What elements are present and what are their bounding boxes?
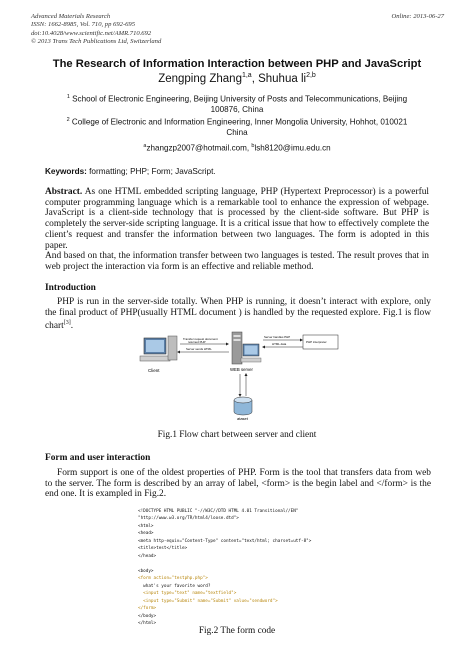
web-server-icon [232, 332, 261, 364]
code-line: </form> [138, 606, 157, 611]
aff1-line2: 100876, China [210, 105, 264, 115]
aff2-sup: 2 [66, 117, 70, 123]
online-date: Online: 2013-06-27 [391, 13, 444, 20]
code-line: <!DOCTYPE HTML PUBLIC "-//W3C//DTD HTML 4.01 Transitional//EN" [138, 508, 299, 514]
arrow-label-sends: Server sends HTML [186, 347, 212, 351]
client-label: Client [148, 368, 160, 373]
code-line: <input type="Submit" name="Submit" value="sendword"> [138, 598, 278, 604]
email-a[interactable]: zhangzp2007@hotmail.com, [146, 143, 252, 153]
intro-line: chart [45, 321, 64, 332]
author-2-sup: 2,b [306, 72, 316, 79]
arrow-label-html: HTML data [272, 342, 287, 346]
abstract-line: web project the interaction via form is an effective and reliable method. [45, 261, 314, 272]
code-line: <input type="text" name="textfield"> [138, 591, 237, 596]
keywords [45, 167, 216, 176]
affiliation-2 [30, 115, 444, 139]
arrow-label-returned: returned PHP [188, 340, 206, 344]
figure-1-caption: Fig.1 Flow chart between server and client [157, 430, 317, 440]
form-line: to the server. The form is described by an array of label, <form> is the begin label and </form> is the [45, 478, 431, 489]
author-1-sup: 1,a [241, 72, 252, 79]
abstract-line: As one HTML embedded scripting language, PHP (Hypertext Preprocessor) is a powerful [82, 187, 429, 197]
intro-paragraph [45, 297, 431, 332]
code-line: <head> [138, 531, 154, 536]
affiliation-1 [30, 92, 444, 116]
abstract-line: client’s request and transfer the information between two languages. The form is adopted in this paper. [45, 229, 429, 251]
section-heading-introduction: Introduction [45, 283, 96, 293]
citation-ref[interactable]: [3] [63, 320, 71, 327]
code-line: what's your favorite word? [138, 583, 211, 589]
server-label: WEB server [230, 367, 253, 372]
abstract-line: computer programming language which is a remarkable tool to enhance the expression of webpage. [45, 197, 429, 208]
abstract [45, 187, 429, 273]
code-line: <meta http-equiv="Content-Type" content="text/html; charset=utf-8"> [138, 538, 312, 544]
code-line: "http://www.w3.org/TR/html4/loose.dtd"> [138, 516, 239, 521]
aff2-line2: China [226, 128, 248, 138]
author-1: Zengping Zhang [158, 72, 242, 85]
doi-line: doi:10.4028/www.scientific.net/AMR.710.692 [31, 29, 152, 37]
code-line: </head> [138, 553, 157, 559]
arrow-label-handles: Server handles PHP [264, 335, 291, 339]
aff1-line1: School of Electronic Engineering, Beijing University of Posts and Telecommunications, Beijing [72, 94, 408, 104]
form-line: Form support is one of the oldest properties of PHP. Form is the tool that transfers data from web [57, 468, 431, 478]
client-computer-icon [140, 336, 177, 361]
keywords-label: Keywords: [45, 167, 87, 176]
form-code-block [138, 500, 338, 635]
issn-line: ISSN: 1662-8985, Vol. 710, pp 692-695 [31, 21, 136, 29]
code-line: </body> [138, 613, 157, 619]
intro-line-end: . [70, 321, 74, 332]
form-paragraph [45, 468, 431, 500]
arrow-label-request: Transfer request document [183, 337, 218, 341]
running-header [31, 13, 161, 46]
code-line: <html> [138, 523, 154, 529]
code-line: <title>test</title> [138, 546, 188, 551]
code-line: <body> [138, 568, 154, 574]
keywords-text: formatting; PHP; Form; JavaScript. [86, 167, 216, 176]
figure-2-caption: Fig.2 The form code [198, 626, 276, 636]
flow-chart-figure [130, 330, 340, 422]
dataset-label: ataset [237, 416, 248, 421]
email-line [30, 141, 444, 154]
database-icon [234, 397, 252, 415]
abstract-label: Abstract. [45, 187, 83, 197]
form-line: end one. It is exampled in Fig.2. [45, 489, 167, 500]
abstract-line: completely the server-side scripting language. It is a critical issue that how to effectively complete the [45, 219, 429, 230]
journal-name: Advanced Materials Research [31, 13, 111, 20]
code-line: <form action="testphp.php"> [138, 576, 208, 581]
abstract-line: And based on that, the information transfer between two languages is tested. The result proves that in [45, 251, 429, 262]
author-line [0, 72, 474, 85]
intro-line: PHP is run in the server-side totally. When PHP is running, it doesn’t interact with explore, only [57, 297, 431, 307]
php-interpreter-label: PHP interpreter [306, 340, 327, 344]
code-line [138, 560, 338, 568]
email-b[interactable]: lsh8120@imu.edu.cn [254, 143, 331, 153]
copyright-line: © 2013 Trans Tech Publications Ltd, Switzerland [31, 37, 162, 45]
paper-title: The Research of Information Interaction between PHP and JavaScript [52, 58, 422, 70]
code-line: </html> [138, 621, 157, 626]
email-a-sup: a [143, 143, 147, 149]
abstract-line: JavaScript is a client-side technology that is processed by the client-side software. But PHP is [45, 208, 429, 219]
section-heading-form: Form and user interaction [45, 453, 151, 463]
aff2-line1: College of Electronic and Information Engineering, Inner Mongolia University, Hohhot, 010021 [71, 117, 408, 127]
intro-line: the final product of PHP(usually HTML document ) is handled by the requested explore. Fig.1 is flow [45, 307, 431, 318]
aff1-sup: 1 [66, 94, 70, 100]
author-2: , Shuhua li [251, 72, 307, 85]
email-b-sup: b [251, 143, 255, 149]
